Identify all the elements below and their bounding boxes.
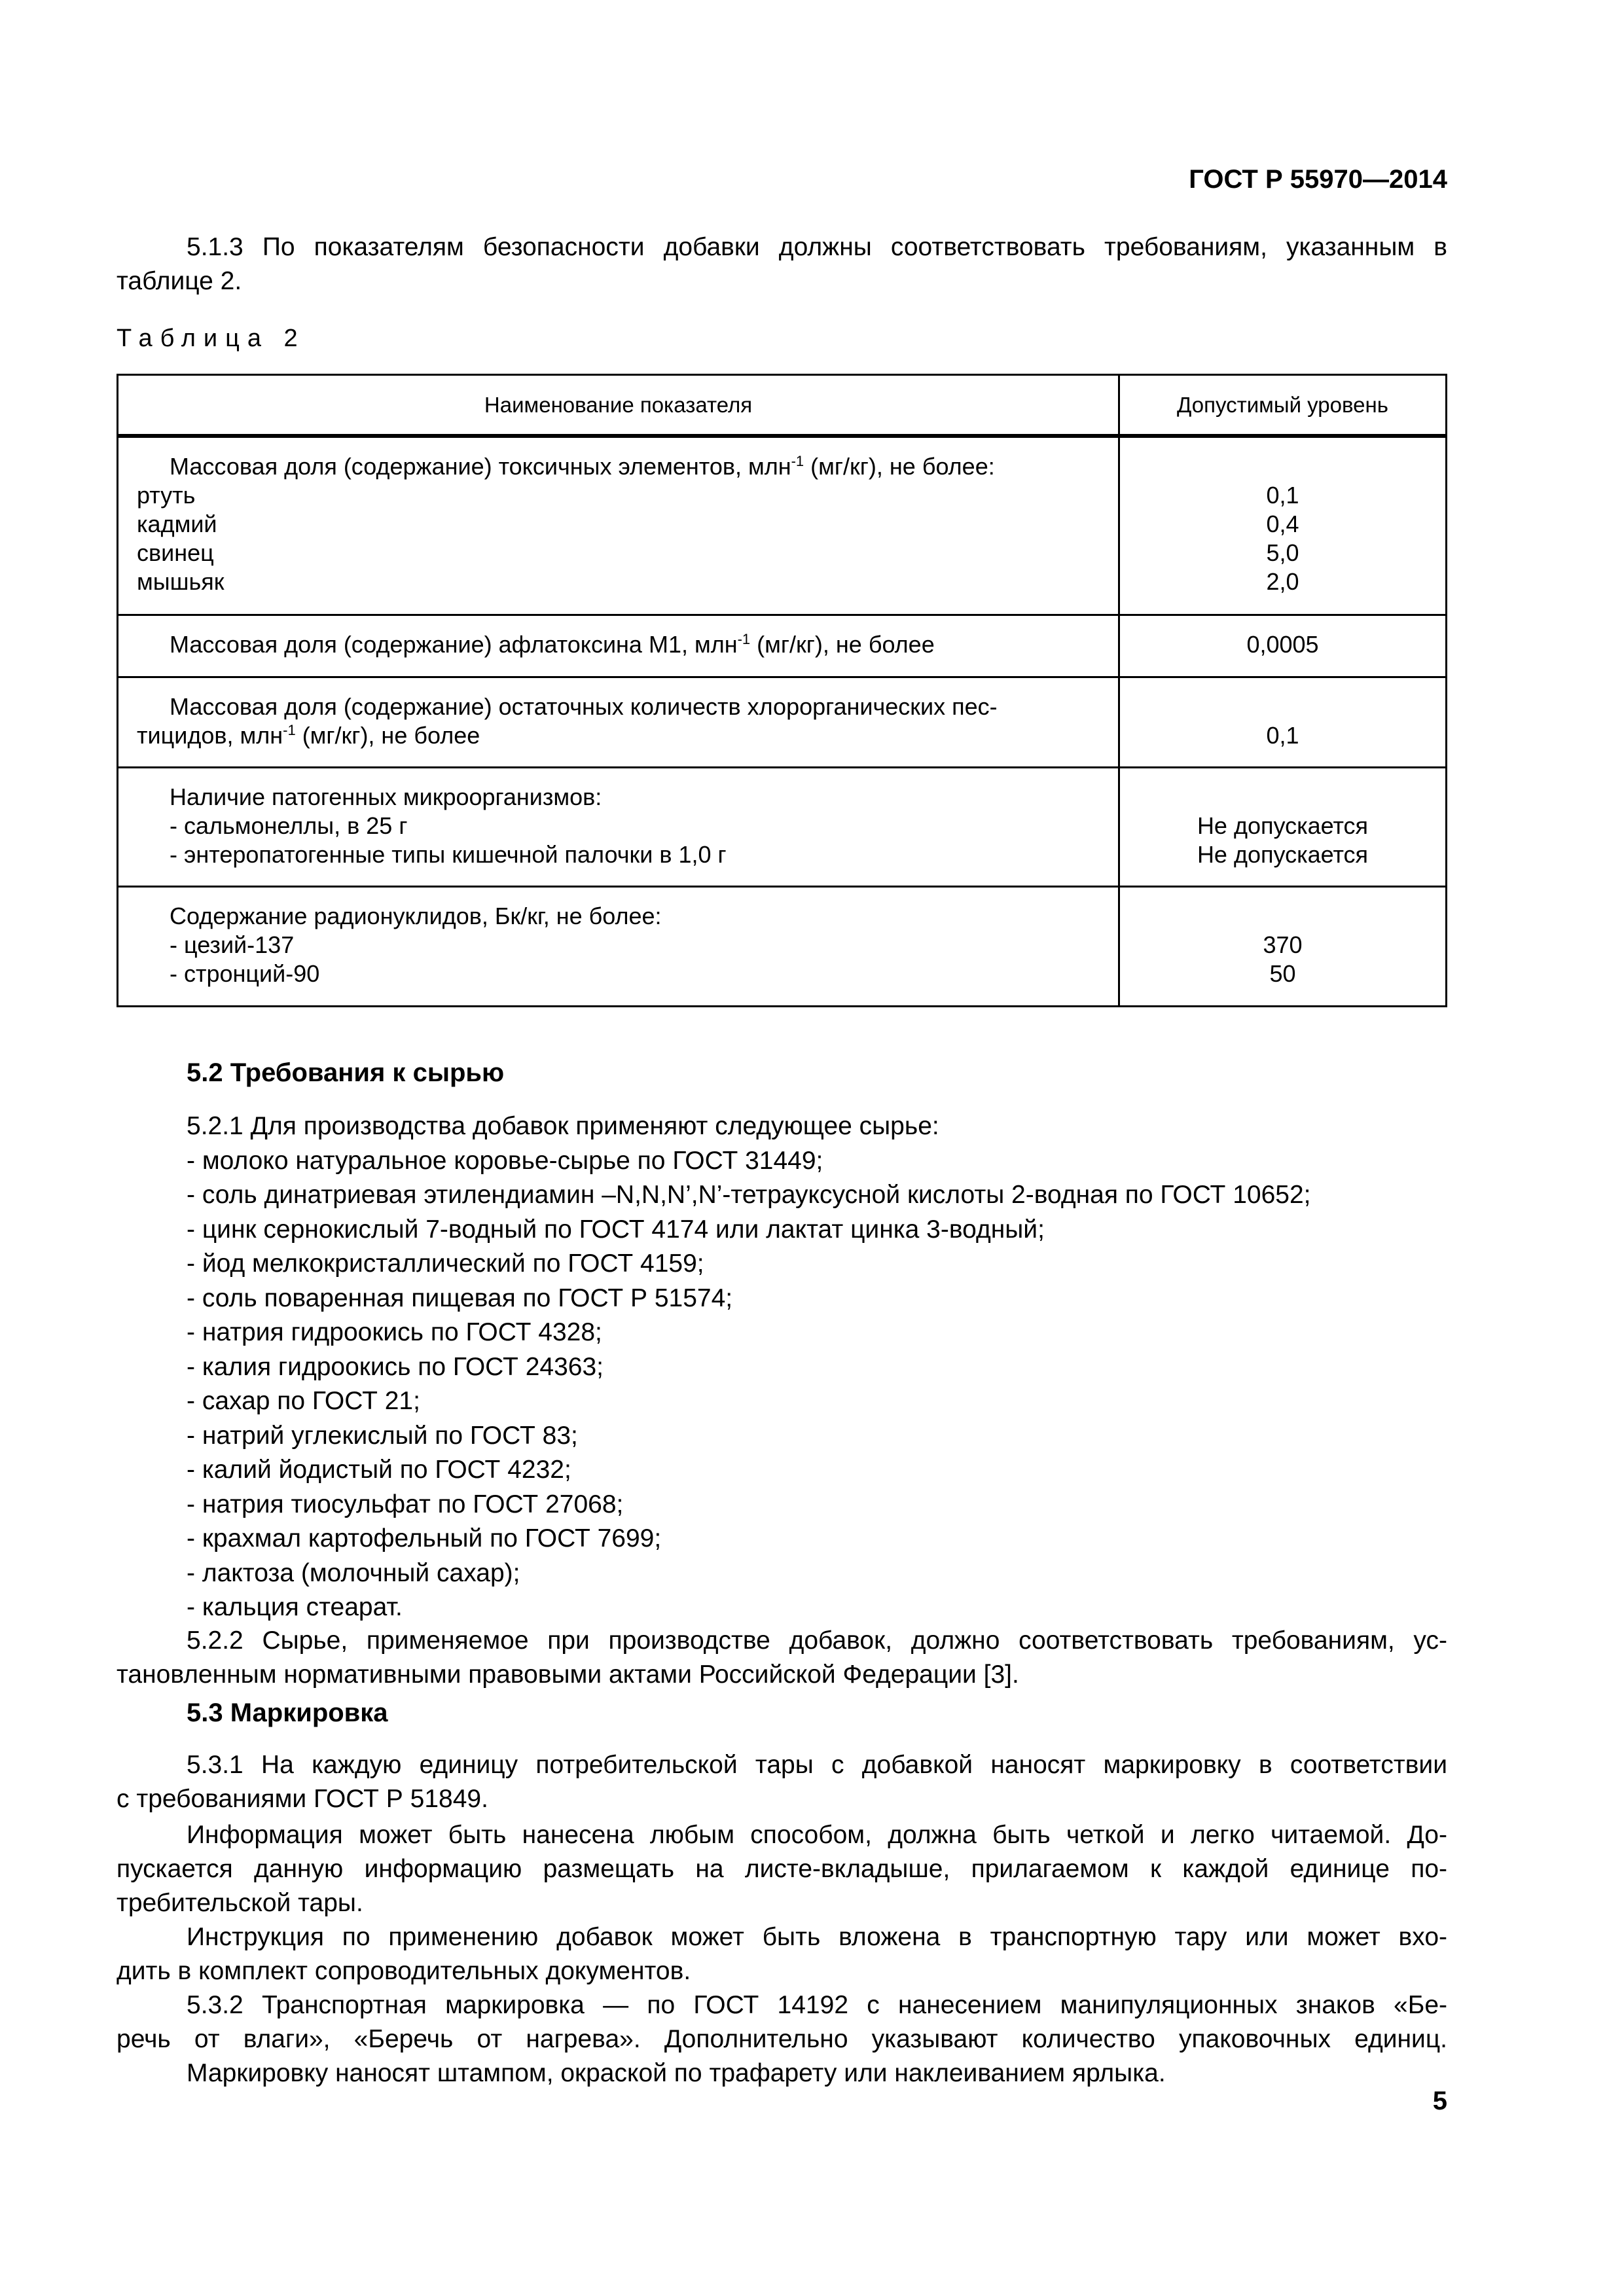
table-cell-level [1119,615,1447,677]
table-cell-indicator [118,887,1119,1007]
table-cell-level [1119,767,1447,887]
paragraph-5-1-3-line-2: таблице 2. [117,267,242,295]
unit-exponent: -1 [791,453,804,469]
level-value: Не допускается [1197,812,1369,839]
radionuclides-title: Содержание радионуклидов, Бк/кг, не более: [170,903,662,930]
pathogens-title: Наличие патогенных микроорганизмов: [170,783,602,810]
marking-method-paragraph: Маркировку наносят штампом, окраской по трафарету или наклеиванием ярлыка. [187,2059,1166,2087]
instruction-paragraph-line-1: Инструкция по применению добавок может быть вложена в транспортную тару или может вхо- [187,1923,1447,1951]
paragraph-5-2-2-line-2: тановленным нормативными правовыми актами Российской Федерации [3]. [117,1660,1019,1689]
column-header-indicator: Наименование показателя [118,375,1119,437]
list-item: - молоко натуральное коровье-сырье по ГОСТ 31449; [187,1146,823,1175]
list-item: - калий йодистый по ГОСТ 4232; [187,1456,571,1484]
pesticides-title-text: тицидов, млн [137,721,283,749]
table-row-pathogens [118,767,1447,887]
level-value: 0,1 [1266,482,1299,509]
paragraph-5-3-1-line-2: с требованиями ГОСТ Р 51849. [117,1785,488,1813]
table-row-radionuclides [118,887,1447,1007]
section-heading-5-2: 5.2 Требования к сырью [187,1058,505,1087]
list-item: - натрий углекислый по ГОСТ 83; [187,1421,578,1450]
aflatoxin-title-text: Массовая доля (содержание) афлатоксина М1, млн [170,631,738,658]
info-paragraph-line-3: требительской тары. [117,1889,363,1917]
section-heading-5-3: 5.3 Маркировка [187,1698,388,1727]
list-item: - соль динатриевая этилендиамин –N,N,N’,N’-тетрауксусной кислоты 2-водная по ГОСТ 10652; [187,1181,1311,1209]
unit-exponent: -1 [737,631,751,648]
pesticides-title-line-2 [137,721,1092,750]
paragraph-5-1-3-line-1: 5.1.3 По показателям безопасности добавки должны соответствовать требованиям, указанным в [187,233,1447,261]
table-cell-indicator [118,677,1119,767]
raw-materials-list [187,1109,1311,1625]
list-item: - лактоза (молочный сахар); [187,1558,520,1587]
page-number: 5 [1432,2087,1447,2115]
info-paragraph-line-1: Информация может быть нанесена любым способом, должна быть четкой и легко читаемой. До- [187,1821,1447,1849]
list-item: свинец [137,539,214,566]
paragraph-5-3-2-line-1: 5.3.2 Транспортная маркировка — по ГОСТ 14192 с нанесением манипуляционных знаков «Бе- [187,1991,1447,2019]
paragraph-5-2-1: 5.2.1 Для производства добавок применяют следующее сырье: [187,1112,939,1140]
instruction-paragraph-line-2: дить в комплект сопроводительных документов. [117,1957,691,1985]
level-value: 0,0005 [1246,631,1319,658]
document-number-header: ГОСТ Р 55970—2014 [1189,165,1447,194]
aflatoxin-title-unit: (мг/кг), не более [750,631,935,658]
pesticides-title-unit: (мг/кг), не более [295,721,480,749]
table-cell-indicator [118,767,1119,887]
table-row-toxic-elements [118,436,1447,615]
table-cell-level [1119,887,1447,1007]
toxic-elements-title-text: Массовая доля (содержание) токсичных элементов, млн [170,453,791,480]
table-cell-level [1119,436,1447,615]
paragraph-5-3-2-line-2: речь от влаги», «Беречь от нагрева». Дополнительно указывают количество упаковочных единиц. [117,2025,1447,2053]
list-item: - стронций-90 [170,960,320,988]
level-value: 5,0 [1266,539,1299,566]
table-row-aflatoxin [118,615,1447,677]
list-item: - калия гидроокись по ГОСТ 24363; [187,1352,604,1381]
table-header-row [118,375,1447,437]
list-item: - цинк сернокислый 7-водный по ГОСТ 4174 или лактат цинка 3-водный; [187,1215,1045,1244]
list-item: мышьяк [137,568,225,595]
list-item: кадмий [137,511,217,537]
paragraph-5-3-1-line-1: 5.3.1 На каждую единицу потребительской тары с добавкой наносят маркировку в соответствии [187,1751,1447,1779]
table-caption: Таблица 2 [117,325,306,352]
list-item: - соль поваренная пищевая по ГОСТ Р 51574; [187,1283,733,1312]
table-cell-indicator [118,615,1119,677]
list-item: - натрия гидроокись по ГОСТ 4328; [187,1318,602,1346]
safety-requirements-table [117,374,1447,1007]
table-cell-level [1119,677,1447,767]
toxic-elements-title-unit: (мг/кг), не более: [804,453,995,480]
paragraph-5-2-2-line-1: 5.2.2 Сырье, применяемое при производстве добавок, должно соответствовать требованиям, ус- [187,1626,1447,1655]
list-item: - натрия тиосульфат по ГОСТ 27068; [187,1490,624,1518]
level-value: 0,4 [1266,511,1299,537]
unit-exponent: -1 [283,721,296,738]
list-item: ртуть [137,482,196,509]
toxic-elements-title [137,452,1092,481]
list-item: - энтеропатогенные типы кишечной палочки в 1,0 г [170,840,727,868]
pesticides-title-line-1: Массовая доля (содержание) остаточных количеств хлорорганических пес- [170,692,998,720]
level-value: Не допускается [1197,840,1369,868]
list-item: - крахмал картофельный по ГОСТ 7699; [187,1524,662,1552]
level-value: 2,0 [1266,568,1299,595]
column-header-allowed-level: Допустимый уровень [1119,375,1447,437]
table-cell-indicator [118,436,1119,615]
level-value: 0,1 [1266,721,1299,749]
info-paragraph-line-2: пускается данную информацию размещать на листе-вкладыше, прилагаемом к каждой единице по- [117,1855,1447,1883]
level-value: 370 [1263,931,1303,959]
aflatoxin-title [137,630,1092,659]
list-item: - кальция стеарат. [187,1593,403,1621]
list-item: - сальмонеллы, в 25 г [170,812,408,839]
list-item: - йод мелкокристаллический по ГОСТ 4159; [187,1249,704,1278]
level-value: 50 [1269,960,1296,988]
table-row-pesticides [118,677,1447,767]
list-item: - сахар по ГОСТ 21; [187,1387,420,1415]
list-item: - цезий-137 [170,931,295,959]
